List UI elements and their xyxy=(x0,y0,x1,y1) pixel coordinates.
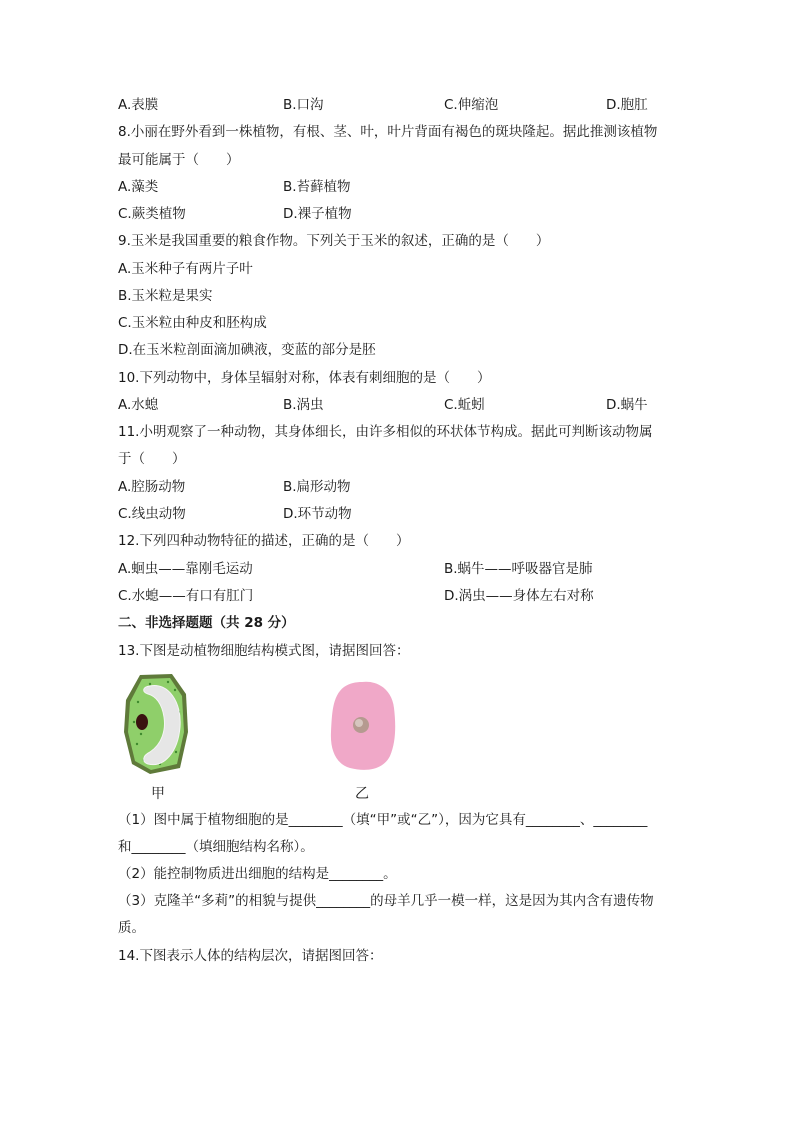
plant-cell-figure xyxy=(120,672,192,776)
q13-sub3-line2: 质。 xyxy=(118,920,145,936)
q14-stem: 14.下图表示人体的结构层次，请据图回答： xyxy=(118,948,383,964)
q11-option-c: C.线虫动物 xyxy=(118,506,186,522)
plant-nucleus xyxy=(136,714,148,730)
figure-label-jia: 甲 xyxy=(151,786,165,802)
q13-sub1-line1: （1）图中属于植物细胞的是________（填“甲”或“乙”），因为它具有________、________ xyxy=(118,812,648,828)
q10-option-a: A.水螅 xyxy=(118,397,159,413)
q12-stem: 12.下列四种动物特征的描述，正确的是（ ） xyxy=(118,533,410,549)
q9-stem: 9.玉米是我国重要的粮食作物。下列关于玉米的叙述，正确的是（ ） xyxy=(118,233,550,249)
q10-option-d: D.蜗牛 xyxy=(606,397,648,413)
q7-option-b: B.口沟 xyxy=(283,97,324,113)
q13-sub3-line1: （3）克隆羊“多莉”的相貌与提供________的母羊几乎一模一样，这是因为其内含有遗传物 xyxy=(118,893,654,909)
q11-stem-line2: 于（ ） xyxy=(118,451,186,467)
q8-stem-line1: 8.小丽在野外看到一株植物，有根、茎、叶，叶片背面有褐色的斑块隆起。据此推测该植物 xyxy=(118,124,658,140)
q11-option-b: B.扁形动物 xyxy=(283,479,351,495)
q9-option-d: D.在玉米粒剖面滴加碘液，变蓝的部分是胚 xyxy=(118,342,376,358)
q9-option-a: A.玉米种子有两片子叶 xyxy=(118,261,253,277)
q13-sub1-line2: 和________（填细胞结构名称）。 xyxy=(118,839,314,855)
q8-option-b: B.苔藓植物 xyxy=(283,179,351,195)
q9-option-b: B.玉米粒是果实 xyxy=(118,288,213,304)
q7-option-c: C.伸缩泡 xyxy=(444,97,499,113)
q12-option-c: C.水螅——有口有肛门 xyxy=(118,588,254,604)
q8-stem-line2: 最可能属于（ ） xyxy=(118,152,240,168)
q12-option-b: B.蜗牛——呼吸器官是肺 xyxy=(444,561,593,577)
q8-option-c: C.蕨类植物 xyxy=(118,206,186,222)
q9-option-c: C.玉米粒由种皮和胚构成 xyxy=(118,315,267,331)
q13-stem: 13.下图是动植物细胞结构模式图，请据图回答： xyxy=(118,643,410,659)
q10-stem: 10.下列动物中，身体呈辐射对称，体表有刺细胞的是（ ） xyxy=(118,370,491,386)
q11-stem-line1: 11.小明观察了一种动物，其身体细长，由许多相似的环状体节构成。据此可判断该动物属 xyxy=(118,424,653,440)
q8-option-a: A.藻类 xyxy=(118,179,159,195)
figure-label-yi: 乙 xyxy=(355,786,369,802)
q13-sub2: （2）能控制物质进出细胞的结构是________。 xyxy=(118,866,397,882)
q11-option-d: D.环节动物 xyxy=(283,506,352,522)
q11-option-a: A.腔肠动物 xyxy=(118,479,186,495)
q7-option-a: A.表膜 xyxy=(118,97,159,113)
q10-option-c: C.蚯蚓 xyxy=(444,397,485,413)
q8-option-d: D.裸子植物 xyxy=(283,206,352,222)
section2-heading: 二、非选择题题（共 28 分） xyxy=(118,615,295,631)
animal-cell-figure xyxy=(328,680,398,772)
q10-option-b: B.涡虫 xyxy=(283,397,324,413)
q12-option-a: A.蛔虫——靠刚毛运动 xyxy=(118,561,253,577)
q7-option-d: D.胞肛 xyxy=(606,97,648,113)
q12-option-d: D.涡虫——身体左右对称 xyxy=(444,588,594,604)
